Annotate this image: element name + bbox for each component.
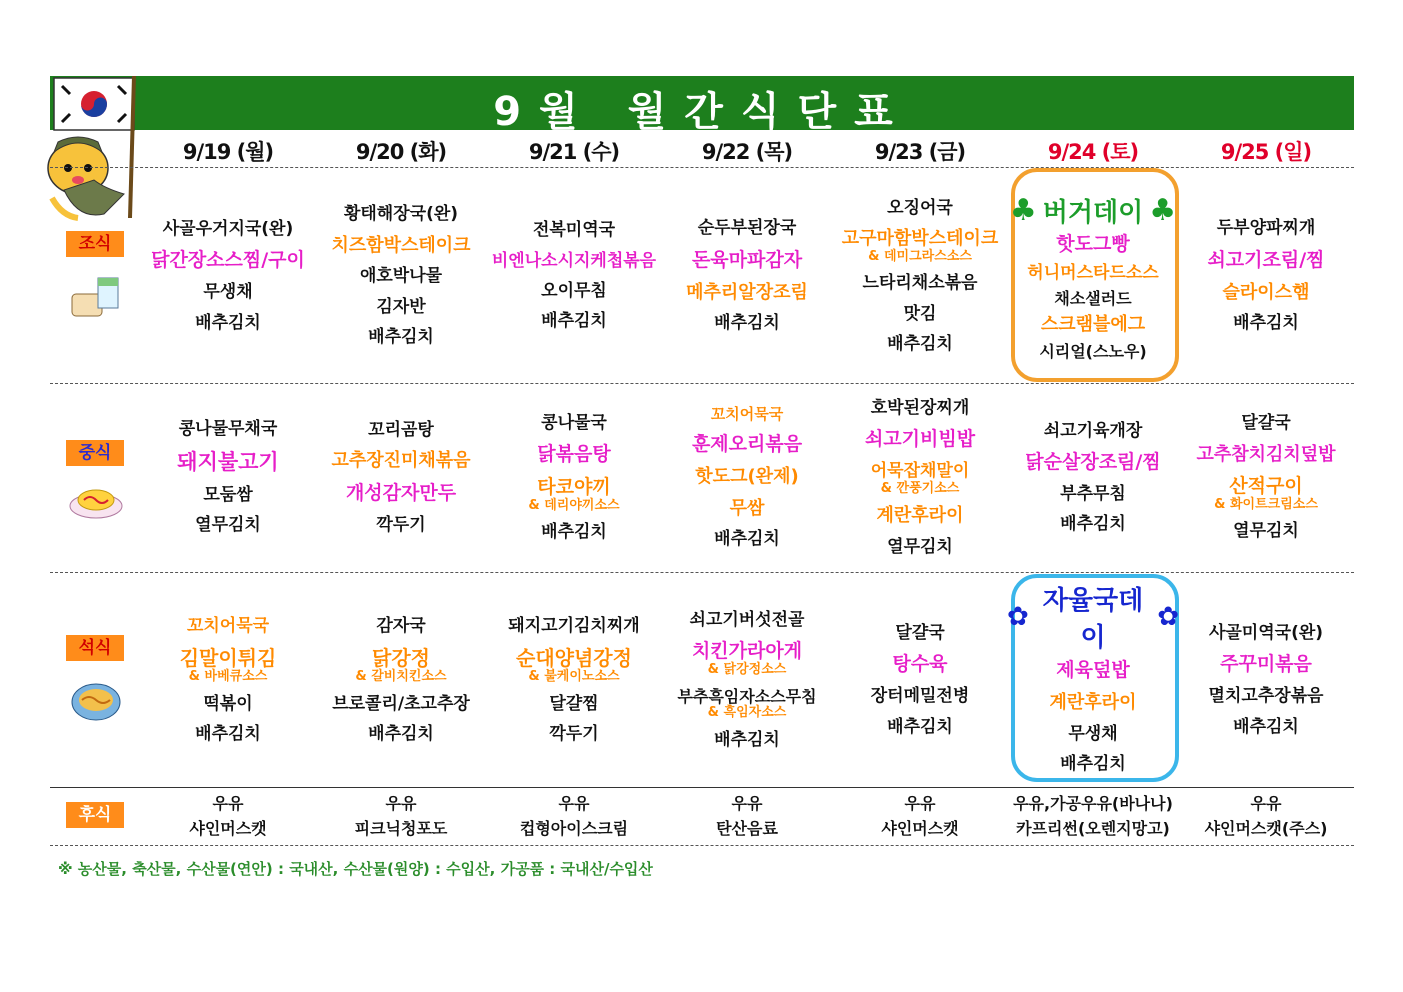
menu-item: 샤인머스캣 xyxy=(881,819,959,838)
lunch-sat xyxy=(1007,386,1179,569)
clover-icon: ♣ xyxy=(1009,192,1037,228)
breakfast-wed xyxy=(488,172,660,380)
menu-item: 호박된장찌개 xyxy=(870,397,970,418)
dessert-tue xyxy=(315,789,487,843)
noodle-bowl-icon xyxy=(68,680,124,726)
menu-item: 배추김치 xyxy=(887,716,953,737)
breakfast-tue xyxy=(315,172,487,380)
menu-item: 우유 xyxy=(212,793,244,813)
menu-item: 김말이튀김 xyxy=(179,646,277,670)
breakfast-sat xyxy=(1007,178,1179,378)
menu-item: 배추김치 xyxy=(541,311,607,332)
dinner-sat xyxy=(1007,584,1179,776)
menu-item: 깍두기 xyxy=(376,514,426,535)
menu-item: 오징어국 xyxy=(887,197,953,218)
dinner-rule xyxy=(50,787,1354,788)
dinner-sun xyxy=(1180,576,1352,784)
menu-sauce: & 깐풍기소스 xyxy=(880,480,960,496)
lunch-fri xyxy=(834,386,1006,569)
menu-item: 우유 xyxy=(731,793,763,813)
menu-sauce: & 데리야끼소스 xyxy=(528,497,620,513)
menu-item: 돈육마파감자 xyxy=(691,248,803,271)
menu-item: 황태해장국(완) xyxy=(343,204,459,225)
menu-item: 사골미역국(완) xyxy=(1208,623,1324,644)
dessert-rule xyxy=(50,845,1354,846)
clover-icon: ♣ xyxy=(1149,192,1177,228)
special-title xyxy=(1007,580,1179,654)
menu-item: 전복미역국 xyxy=(532,220,616,241)
menu-item: 산적구이 xyxy=(1229,475,1303,498)
menu-item: 배추김치 xyxy=(714,729,780,750)
omelette-icon xyxy=(68,476,124,522)
menu-item: 피크닉청포도 xyxy=(354,819,448,838)
menu-sauce: & 닭강정소스 xyxy=(707,662,787,678)
menu-item: 순두부된장국 xyxy=(697,218,797,239)
menu-item: 치킨가라아게 xyxy=(691,640,803,663)
menu-item: 부추무침 xyxy=(1060,483,1126,504)
menu-item: 제육덮밥 xyxy=(1056,659,1130,682)
menu-item: 배추김치 xyxy=(195,723,261,744)
menu-item: 계란후라이 xyxy=(1049,692,1137,714)
dessert-thu xyxy=(661,789,833,843)
menu-item: 돼지불고기 xyxy=(177,449,279,474)
tiger-mascot-icon xyxy=(44,72,148,222)
menu-item: 무생채 xyxy=(1068,723,1118,744)
menu-item: 사골우거지국(완) xyxy=(162,219,294,240)
menu-item: 핫도그빵 xyxy=(1056,232,1130,255)
menu-item: 배추김치 xyxy=(1233,313,1299,334)
menu-item: 무쌈 xyxy=(729,497,765,519)
day-header-wed: 9/21 (수) xyxy=(528,140,620,164)
menu-sauce: & 흑임자소스 xyxy=(707,704,787,720)
menu-item: 애호박나물 xyxy=(359,266,443,287)
menu-item: 닭볶음탕 xyxy=(537,442,611,465)
day-header-mon: 9/19 (월) xyxy=(182,140,274,164)
breakfast-thu xyxy=(661,172,833,380)
dinner-wed xyxy=(488,576,660,784)
menu-item: 비엔나소시지케첩볶음 xyxy=(491,250,657,271)
menu-item: 쇠고기조림/찜 xyxy=(1207,248,1325,271)
menu-item: 우유 xyxy=(558,793,590,813)
menu-item: 배추김치 xyxy=(887,333,953,354)
menu-item: 장터메밀전병 xyxy=(870,686,970,707)
menu-item: 컵형아이스크림 xyxy=(519,819,629,838)
menu-item: 두부양파찌개 xyxy=(1216,218,1316,239)
menu-item: 배추김치 xyxy=(368,723,434,744)
menu-item: 맛김 xyxy=(903,303,937,324)
menu-item: 고추참치김치덮밥 xyxy=(1196,443,1336,465)
menu-item: 탕수육 xyxy=(892,653,948,676)
menu-item: 열무김치 xyxy=(1233,521,1299,542)
special-title xyxy=(1010,192,1176,229)
breakfast-mon xyxy=(142,172,314,380)
menu-item: 떡볶이 xyxy=(203,693,253,714)
menu-sauce: & 불케이노소스 xyxy=(528,669,620,684)
menu-item: 꼬리곰탕 xyxy=(368,419,434,440)
menu-item: 계란후라이 xyxy=(876,505,964,527)
lunch-sun xyxy=(1180,386,1352,569)
menu-item: 훈제오리볶음 xyxy=(691,433,803,456)
menu-item: 달걀국 xyxy=(895,623,945,644)
meal-tag-breakfast: 조식 xyxy=(66,231,124,257)
menu-item: 쇠고기버섯전골 xyxy=(689,610,805,631)
menu-item: 배추김치 xyxy=(1060,754,1126,775)
menu-item: 배추김치 xyxy=(714,313,780,334)
day-header-sun: 9/25 (일) xyxy=(1220,140,1312,164)
menu-item: 멸치고추장볶음 xyxy=(1208,686,1324,707)
menu-sauce: & 화이트크림소스 xyxy=(1214,496,1318,512)
menu-item: 배추김치 xyxy=(368,327,434,348)
lunch-thu xyxy=(661,386,833,569)
breakfast-rule xyxy=(50,383,1354,384)
meal-tag-dinner: 석식 xyxy=(66,635,124,661)
menu-item: 감자국 xyxy=(376,615,426,636)
bread-milk-icon xyxy=(68,274,124,320)
dinner-thu xyxy=(661,576,833,784)
flower-icon: ✿ xyxy=(1157,602,1179,633)
menu-item: 우유,가공우유(바나나) xyxy=(1013,793,1173,813)
menu-item: 브로콜리/초고추장 xyxy=(332,693,470,714)
menu-item: 배추김치 xyxy=(195,312,261,333)
dinner-fri xyxy=(834,576,1006,784)
menu-item: 개성감자만두 xyxy=(345,481,457,504)
menu-item: 닭순살장조림/찜 xyxy=(1025,450,1161,473)
menu-item: 우유 xyxy=(1250,793,1282,813)
menu-item: 닭간장소스찜/구이 xyxy=(151,249,305,272)
dessert-sun xyxy=(1180,789,1352,843)
burger-day-title: 버거데이 xyxy=(1042,197,1144,228)
menu-item: 고구마함박스테이크 xyxy=(841,228,999,250)
page-title: 9월 월간식단표 xyxy=(493,89,911,135)
dessert-sat xyxy=(1007,789,1179,843)
lunch-rule xyxy=(50,572,1354,573)
free-soup-day-title: 자율국데이 xyxy=(1042,586,1144,654)
menu-item: 콩나물국 xyxy=(541,412,607,433)
dinner-mon xyxy=(142,576,314,784)
dinner-tue xyxy=(315,576,487,784)
menu-item: 김자반 xyxy=(376,296,426,317)
title-banner xyxy=(50,76,1354,135)
menu-item: 콩나물무채국 xyxy=(178,419,278,440)
breakfast-fri xyxy=(834,172,1006,380)
menu-item: 부추흑임자소스무침 xyxy=(677,686,817,706)
day-header-tue: 9/20 (화) xyxy=(355,140,447,164)
menu-item: 어묵잡채말이 xyxy=(870,461,970,482)
menu-item: 쇠고기육개장 xyxy=(1043,420,1143,441)
menu-item: 쇠고기비빔밥 xyxy=(864,428,976,451)
menu-item: 배추김치 xyxy=(541,522,607,543)
dessert-wed xyxy=(488,789,660,843)
menu-item: 닭강정 xyxy=(372,646,430,670)
meal-tag-lunch: 중식 xyxy=(66,440,124,466)
menu-item: 모둠쌈 xyxy=(203,484,253,505)
day-header-thu: 9/22 (목) xyxy=(701,140,793,164)
menu-item: 배추김치 xyxy=(1060,514,1126,535)
menu-item: 달걀찜 xyxy=(549,693,599,714)
menu-item: 꼬치어묵국 xyxy=(710,405,784,424)
menu-item: 돼지고기김치찌개 xyxy=(508,615,640,636)
menu-item: 고추장진미채볶음 xyxy=(331,450,471,472)
dessert-fri xyxy=(834,789,1006,843)
menu-item: 시리얼(스노우) xyxy=(1039,341,1147,361)
menu-item: 치즈함박스테이크 xyxy=(331,234,471,256)
lunch-tue xyxy=(315,386,487,569)
day-header-fri: 9/23 (금) xyxy=(874,140,966,164)
flower-icon: ✿ xyxy=(1007,602,1029,633)
lunch-wed xyxy=(488,386,660,569)
day-header-sat: 9/24 (토) xyxy=(1047,140,1139,164)
menu-item: 샤인머스캣 xyxy=(189,819,267,838)
menu-item: 타코야끼 xyxy=(537,475,611,498)
menu-item: 열무김치 xyxy=(195,515,261,536)
menu-item: 열무김치 xyxy=(887,536,953,557)
menu-item: 우유 xyxy=(385,793,417,813)
menu-item: 스크램블에그 xyxy=(1040,314,1146,336)
menu-item: 우유 xyxy=(904,793,936,813)
menu-sauce: & 데미그라스소스 xyxy=(868,248,972,264)
breakfast-sun xyxy=(1180,172,1352,380)
menu-item: 꼬치어묵국 xyxy=(186,615,270,636)
menu-item: 깍두기 xyxy=(549,723,599,744)
menu-item: 느타리채소볶음 xyxy=(862,273,978,294)
menu-item: 슬라이스햄 xyxy=(1222,281,1310,303)
menu-sauce: & 바베큐소스 xyxy=(188,669,268,684)
origin-notice: ※ 농산물, 축산물, 수산물(연안) : 국내산, 수산물(원양) : 수입산, 가공품 : 국내산/수입산 xyxy=(58,860,653,878)
menu-item: 주꾸미볶음 xyxy=(1220,653,1312,676)
menu-item: 오이무침 xyxy=(541,281,607,301)
meal-tag-dessert: 후식 xyxy=(66,802,124,828)
menu-item: 카프리썬(오렌지망고) xyxy=(1016,819,1170,838)
menu-item: 배추김치 xyxy=(714,529,780,550)
menu-item: 핫도그(완제) xyxy=(695,466,799,488)
dessert-mon xyxy=(142,789,314,843)
menu-item: 탄산음료 xyxy=(716,819,778,838)
menu-item: 샤인머스캣(주스) xyxy=(1204,819,1328,838)
menu-item: 채소샐러드 xyxy=(1054,289,1132,309)
menu-item: 메추리알장조림 xyxy=(686,281,808,303)
menu-item: 허니머스타드소스 xyxy=(1027,262,1159,283)
menu-item: 배추김치 xyxy=(1233,716,1299,737)
menu-item: 순대양념강정 xyxy=(516,646,632,670)
lunch-mon xyxy=(142,386,314,569)
menu-item: 무생채 xyxy=(203,282,253,303)
menu-item: 달걀국 xyxy=(1241,413,1291,434)
menu-sauce: & 갈비치킨소스 xyxy=(355,669,447,684)
